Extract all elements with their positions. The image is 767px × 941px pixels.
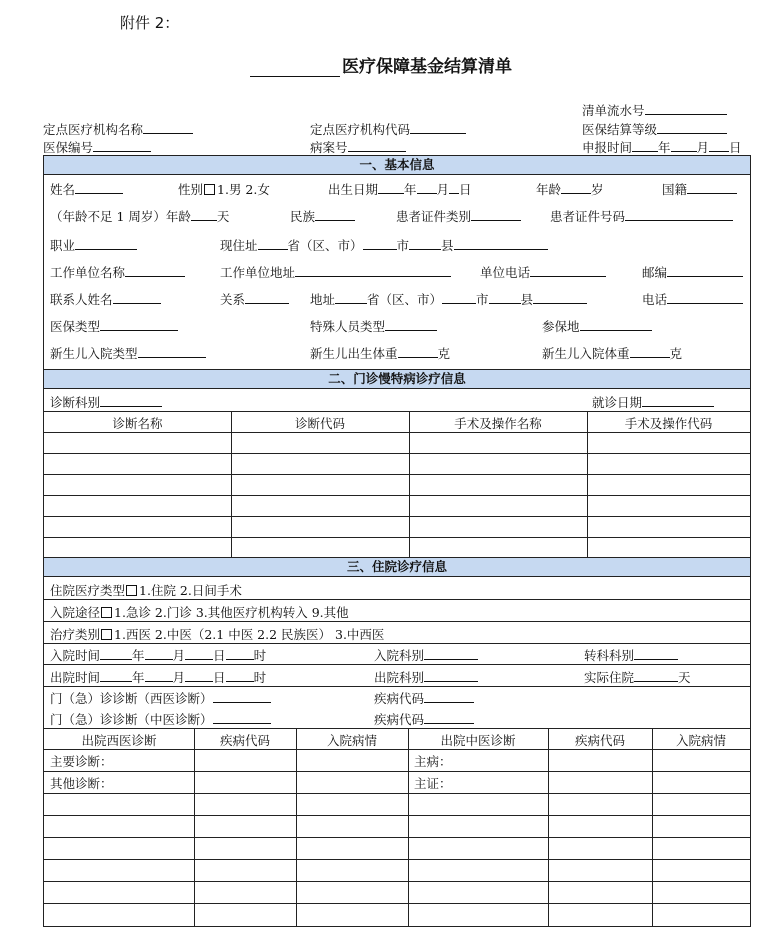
treatment-type-field[interactable]: 治疗类别 1.西医 2.中医（2.1 中医 2.2 民族医） 3.中西医 — [50, 627, 385, 642]
infant-age-field[interactable]: （年龄不足 1 周岁）年龄 天 — [50, 209, 230, 224]
relation-field[interactable]: 关系 — [220, 290, 289, 308]
col-op-name: 手术及操作名称 — [454, 416, 542, 431]
attachment-label: 附件 2： — [120, 14, 180, 32]
admission-dept-field[interactable]: 入院科别 — [374, 646, 478, 664]
col-admission-condition-west: 入院病情 — [326, 733, 377, 748]
admission-time-field[interactable]: 入院时间 年 月 日 时 — [50, 648, 267, 663]
col-discharge-tcm-diag: 出院中医诊断 — [440, 733, 516, 748]
employer-name-field[interactable]: 工作单位名称 — [50, 263, 185, 281]
col-op-code: 手术及操作代码 — [624, 416, 713, 431]
col-disease-code-west: 疾病代码 — [219, 733, 270, 748]
birth-date-field[interactable]: 出生日期 年 月 日 — [328, 182, 472, 197]
postcode-field[interactable]: 邮编 — [642, 263, 743, 281]
title-blank[interactable] — [250, 58, 340, 77]
discharge-time-field[interactable]: 出院时间 年 月 日 时 — [50, 670, 267, 685]
op-diag-west-field[interactable]: 门（急）诊诊断（西医诊断） — [50, 689, 271, 707]
col-diag-code: 诊断代码 — [294, 416, 345, 431]
treatment-type-checkbox[interactable] — [101, 629, 112, 640]
contact-address-field[interactable]: 地址 省（区、市） 市 县 — [310, 290, 587, 308]
section-inpatient-header: 三、住院诊疗信息 — [44, 557, 750, 577]
occupation-field[interactable]: 职业 — [50, 236, 137, 254]
inpatient-type-checkbox[interactable] — [126, 585, 137, 596]
main-disease-label: 主病： — [414, 754, 452, 769]
special-type-field[interactable]: 特殊人员类型 — [310, 317, 437, 335]
serial-no-field[interactable]: 清单流水号 — [582, 101, 727, 119]
other-diagnosis-label: 其他诊断： — [50, 776, 113, 791]
newborn-type-field[interactable]: 新生儿入院类型 — [50, 344, 206, 362]
name-field[interactable]: 姓名 — [50, 180, 123, 198]
admission-route-field[interactable]: 入院途径 1.急诊 2.门诊 3.其他医疗机构转入 9.其他 — [50, 605, 349, 620]
current-address-field[interactable]: 现住址 省（区、市） 市 县 — [220, 236, 548, 254]
contact-name-field[interactable]: 联系人姓名 — [50, 290, 161, 308]
title-text: 医疗保障基金结算清单 — [342, 57, 512, 77]
op-disease-code-tcm-field[interactable]: 疾病代码 — [374, 710, 474, 728]
newborn-adm-weight-field[interactable]: 新生儿入院体重 克 — [542, 346, 683, 361]
case-no-field[interactable]: 病案号 — [310, 138, 406, 156]
col-admission-condition-tcm: 入院病情 — [675, 733, 726, 748]
admission-route-checkbox[interactable] — [101, 607, 112, 618]
main-syndrome-label: 主证： — [414, 776, 452, 791]
col-disease-code-tcm: 疾病代码 — [574, 733, 625, 748]
age-field[interactable]: 年龄 岁 — [536, 182, 604, 197]
nationality-field[interactable]: 国籍 — [662, 180, 737, 198]
settle-level-field[interactable]: 医保结算等级 — [582, 120, 727, 138]
col-discharge-west-diag: 出院西医诊断 — [81, 733, 157, 748]
inst-name-field[interactable]: 定点医疗机构名称 — [43, 120, 193, 138]
inpatient-type-field[interactable]: 住院医疗类型 1.住院 2.日间手术 — [50, 583, 242, 598]
insure-type-field[interactable]: 医保类型 — [50, 317, 178, 335]
form-title — [250, 52, 512, 77]
col-diag-name: 诊断名称 — [112, 416, 163, 431]
transfer-dept-field[interactable]: 转科科别 — [584, 646, 678, 664]
diag-dept-field[interactable]: 诊断科别 — [50, 393, 162, 411]
id-no-field[interactable]: 患者证件号码 — [550, 207, 733, 225]
employer-phone-field[interactable]: 单位电话 — [480, 263, 606, 281]
main-diagnosis-label: 主要诊断： — [50, 754, 113, 769]
gender-field[interactable]: 性别 1.男 2.女 — [178, 182, 270, 197]
phone-field[interactable]: 电话 — [642, 290, 743, 308]
ethnicity-field[interactable]: 民族 — [290, 207, 355, 225]
settlement-form — [43, 155, 751, 927]
report-time-field[interactable]: 申报时间 年 月 日 — [582, 140, 742, 155]
employer-address-field[interactable]: 工作单位地址 — [220, 263, 451, 281]
section-outpatient-header: 二、门诊慢特病诊疗信息 — [44, 369, 750, 389]
actual-days-field[interactable]: 实际住院 天 — [584, 670, 691, 685]
op-disease-code-west-field[interactable]: 疾病代码 — [374, 689, 474, 707]
discharge-dept-field[interactable]: 出院科别 — [374, 668, 478, 686]
inst-code-field[interactable]: 定点医疗机构代码 — [310, 120, 466, 138]
op-diag-tcm-field[interactable]: 门（急）诊诊断（中医诊断） — [50, 710, 271, 728]
insured-place-field[interactable]: 参保地 — [542, 317, 652, 335]
newborn-birth-weight-field[interactable]: 新生儿出生体重 克 — [310, 346, 451, 361]
gender-checkbox[interactable] — [204, 184, 215, 195]
section-basic-info-header: 一、基本信息 — [44, 156, 750, 175]
visit-date-field[interactable]: 就诊日期 — [592, 393, 714, 411]
id-type-field[interactable]: 患者证件类别 — [396, 207, 521, 225]
insure-no-field[interactable]: 医保编号 — [43, 138, 151, 156]
